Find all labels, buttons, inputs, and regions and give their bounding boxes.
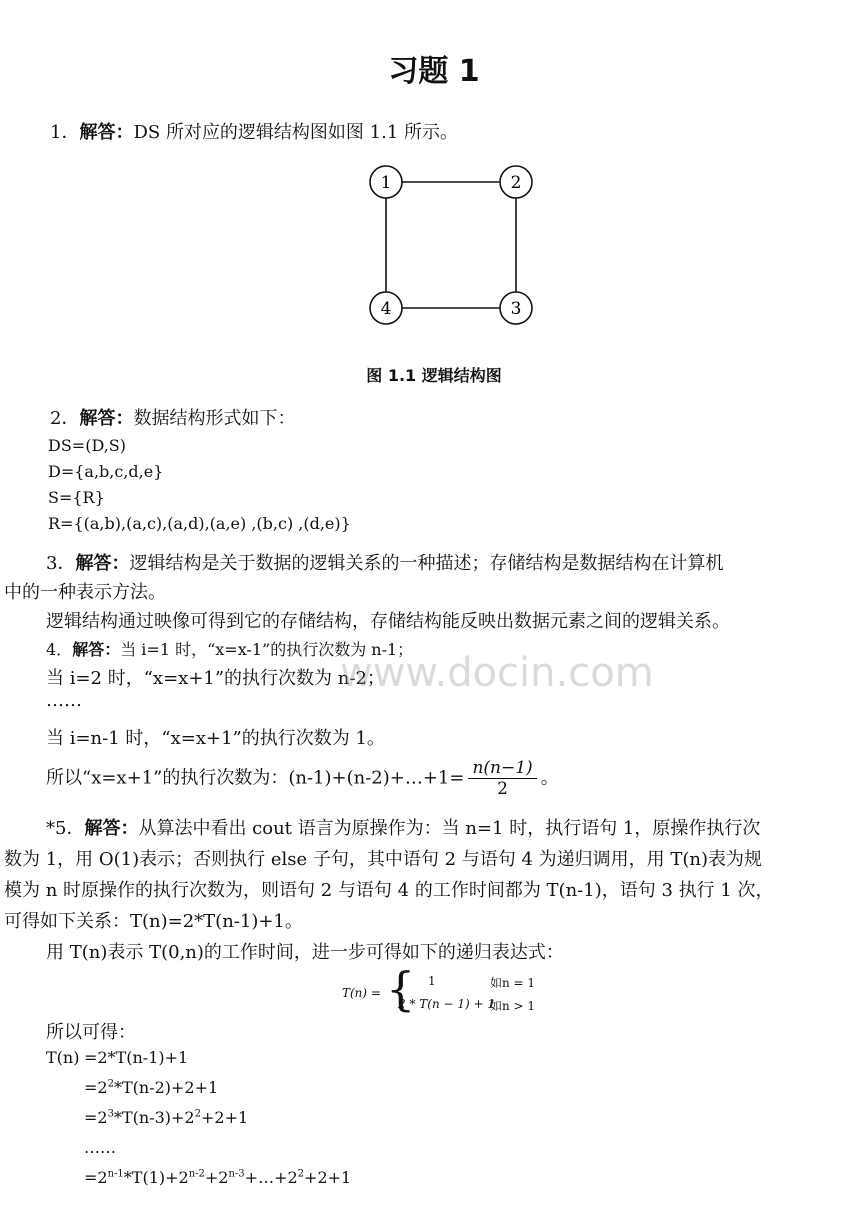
q5-number: *5． [46, 818, 85, 839]
logical-structure-diagram [360, 160, 550, 335]
q1-label: 解答： [79, 122, 134, 143]
derivation-row-final: $=2^{n-1}*T(1)+2^{n-2}+2^{n-3}+\dots+2^2+2+1$ [84, 1168, 352, 1187]
q5-label: 解答： [84, 818, 139, 839]
q5-line-4: 可得如下关系：T(n)=2*T(n-1)+1。 [4, 911, 303, 932]
q3-text-1: 逻辑结构是关于数据的逻辑关系的一种描述；存储结构是数据结构在计算机 [129, 553, 724, 574]
q3-line-2: 中的一种表示方法。 [4, 582, 166, 603]
q4-fraction-numerator: n(n−1) [468, 758, 536, 779]
q4-line-3: 当 i=n-1 时，“x=x+1”的执行次数为 1。 [46, 728, 385, 749]
q2-line [50, 404, 295, 430]
q4-sum-suffix: 。 [540, 767, 559, 789]
q3-number: 3． [46, 553, 76, 574]
recurrence-brace: { [386, 962, 416, 1016]
node-3-label: 3 [510, 299, 522, 319]
q4-sum-text: 所以“x=x+1”的执行次数为：(n-1)+(n-2)+…+1= [46, 767, 465, 789]
q2-def-d: D={a,b,c,d,e} [48, 462, 164, 481]
q3-line-1 [46, 549, 723, 575]
recurrence-case-1-condition: 如n = 1 [490, 976, 536, 990]
q3-label: 解答： [75, 553, 130, 574]
recurrence-formula [342, 962, 552, 1018]
q4-line-2: 当 i=2 时，“x=x+1”的执行次数为 n-2； [46, 668, 385, 689]
q2-def-ds: DS=(D,S) [48, 436, 126, 455]
q5-line-3: 模为 n 时原操作的执行次数为，则语句 2 与语句 4 的工作时间都为 T(n-1)，语句 3 执行 1 次， [4, 880, 774, 901]
q2-text: 数据结构形式如下： [133, 408, 296, 429]
q4-fraction-denominator: 2 [497, 779, 508, 799]
page-title: 习题 1 [388, 54, 480, 89]
q4-number: 4． [46, 640, 73, 659]
q4-fraction [468, 758, 536, 799]
q2-def-s: S={R} [48, 488, 105, 507]
q4-dots: …… [46, 690, 82, 711]
node-2-label: 2 [510, 173, 522, 193]
q5-line-5: 用 T(n)表示 T(0,n)的工作时间，进一步可得如下的递归表达式： [46, 942, 564, 963]
q4-line-4 [46, 758, 559, 799]
q4-label: 解答： [72, 640, 121, 659]
q2-number: 2． [50, 408, 80, 429]
q5-text-1: 从算法中看出 cout 语言为原操作为：当 n=1 时，执行语句 1，原操作执行次 [138, 818, 761, 839]
node-4-label: 4 [380, 299, 392, 319]
recurrence-case-2-value: 2 * T(n − 1) + 1 [398, 997, 495, 1011]
q5-line-1 [46, 814, 760, 840]
q4-text-1: 当 i=1 时，“x=x-1”的执行次数为 n-1； [120, 640, 414, 659]
derivation-row-2: $=2^2*T(n-2)+2+1$ [84, 1078, 219, 1097]
node-1-label: 1 [380, 173, 392, 193]
q2-def-r: R={(a,b),(a,c),(a,d),(a,e) ,(b,c) ,(d,e)} [48, 514, 351, 533]
derivation-row-1-lhs: T(n) [46, 1048, 80, 1067]
derivation-row-1: =2*T(n-1)+1 [84, 1048, 189, 1067]
recurrence-lhs: T(n) = [342, 986, 381, 1000]
recurrence-case-2-condition: 如n > 1 [490, 999, 536, 1013]
watermark-text: www.docin.com [340, 650, 654, 696]
q1-line [50, 118, 458, 144]
derivation-dots: …… [84, 1138, 116, 1157]
recurrence-case-1-value: 1 [428, 974, 436, 988]
q2-label: 解答： [79, 408, 134, 429]
derivation-row-3: $=2^3*T(n-3)+2^2+2+1$ [84, 1108, 249, 1127]
figure-caption: 图 1.1 逻辑结构图 [366, 366, 502, 385]
q3-line-3: 逻辑结构通过映像可得到它的存储结构，存储结构能反映出数据元素之间的逻辑关系。 [46, 611, 730, 632]
q5-line-2: 数为 1，用 O(1)表示；否则执行 else 子句，其中语句 2 与语句 4 为递归调用，用 T(n)表为规 [4, 849, 763, 870]
q1-text: DS 所对应的逻辑结构图如图 1.1 所示。 [133, 122, 459, 143]
q1-number: 1． [50, 122, 80, 143]
q5-line-6: 所以可得： [46, 1022, 136, 1043]
